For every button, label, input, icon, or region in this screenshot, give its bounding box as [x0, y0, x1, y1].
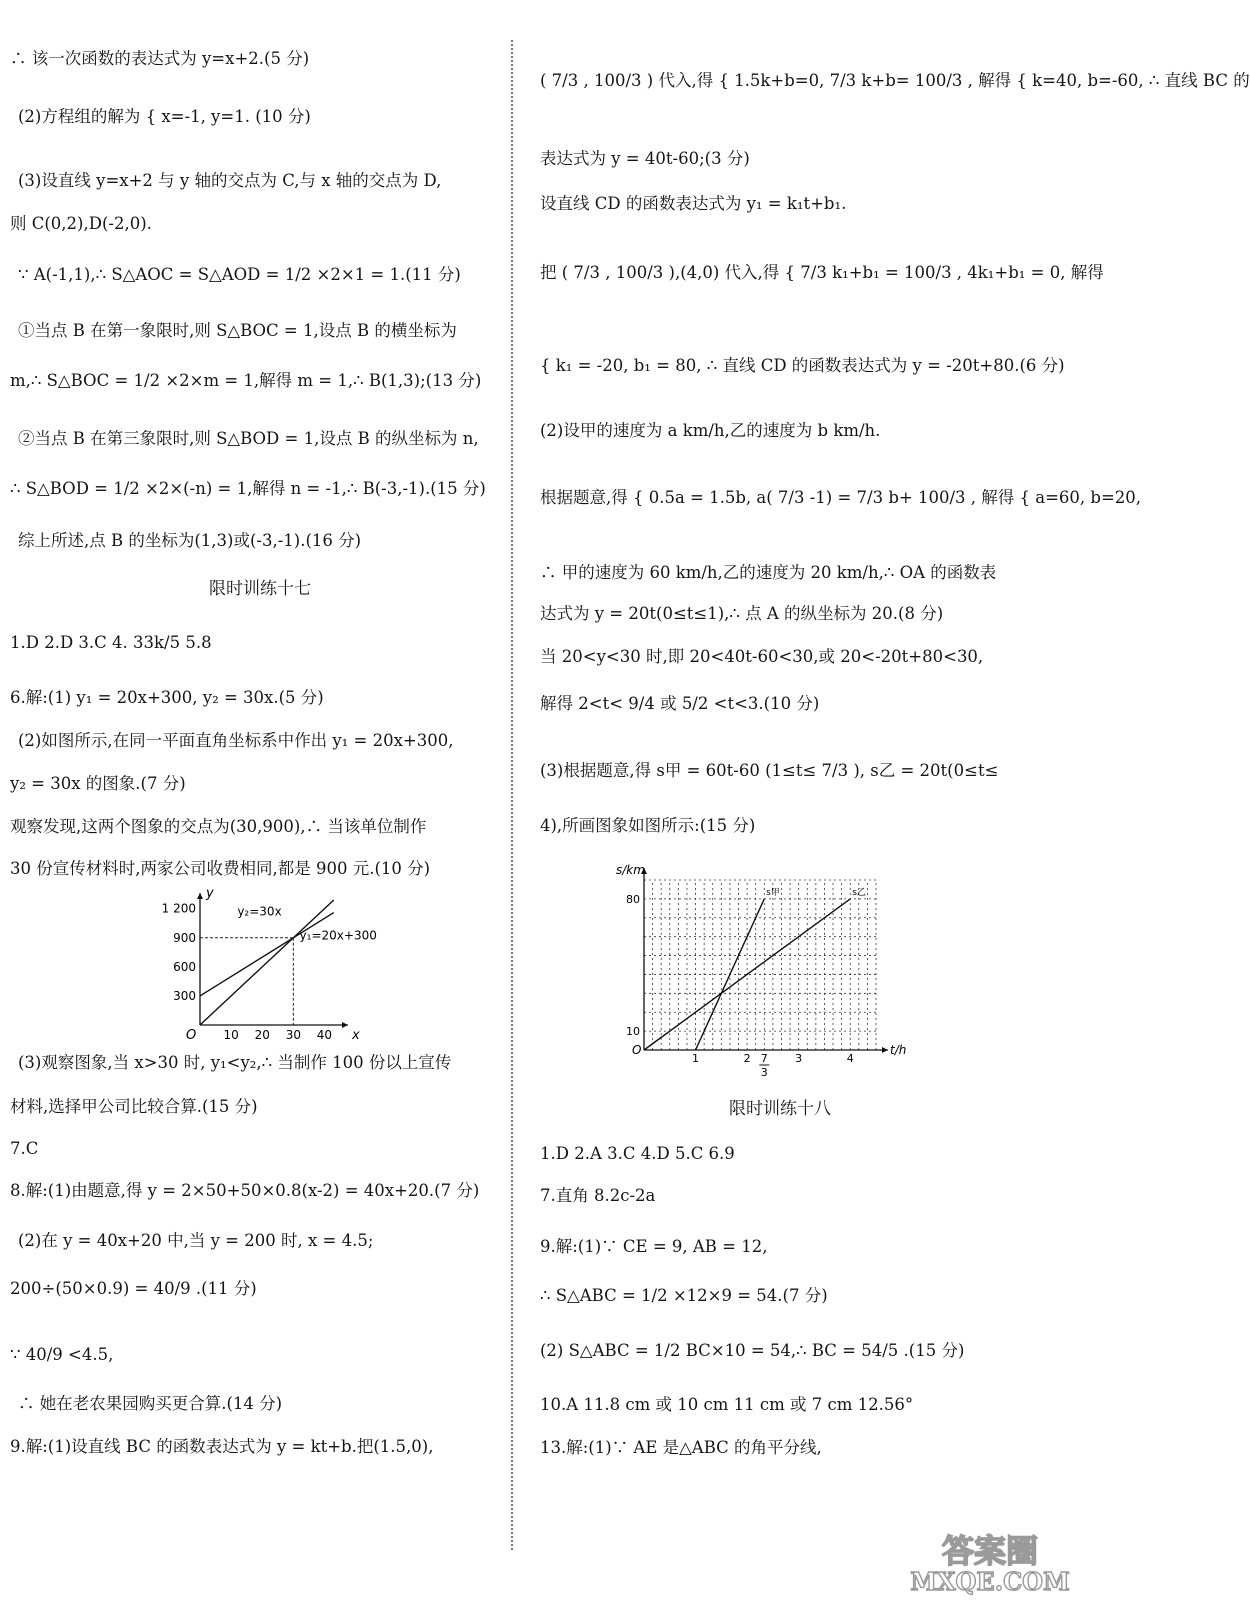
right-line-1: ( 7/3 , 100/3 ) 代入,得 { 1.5k+b=0, 7/3 k+b= 100/3 , 解得 { k=40, b=-60, ∴ 直线 BC 的 — [540, 71, 1250, 90]
left-line-16: 观察发现,这两个图象的交点为(30,900),∴ 当该单位制作 — [10, 817, 427, 836]
right-line-17: 9.解:(1)∵ CE = 9, AB = 12, — [540, 1237, 768, 1256]
watermark-logo-text: 答案圈 — [941, 1532, 1039, 1570]
figure1-lines — [200, 900, 334, 1025]
right-line-8: ∴ 甲的速度为 60 km/h,乙的速度为 20 km/h,∴ OA 的函数表 — [540, 563, 997, 582]
figure2-y-axis-label: s/km — [616, 863, 645, 877]
figure2-y-tick-label: 10 — [626, 1025, 640, 1039]
section-title-18: 限时训练十八 — [729, 1099, 831, 1119]
right-line-2: 表达式为 y = 40t-60;(3 分) — [540, 149, 750, 168]
figure2-x-tick-label: 2 — [743, 1052, 751, 1065]
figure1-line-label-y2: y₂=30x — [237, 904, 282, 919]
figure1-origin-label: O — [186, 1028, 197, 1043]
left-line-3: (3)设直线 y=x+2 与 y 轴的交点为 C,与 x 轴的交点为 D, — [18, 171, 442, 190]
figure1-y-tick-label: 600 — [173, 959, 196, 974]
figure1-x-tick-label: 30 — [285, 1028, 301, 1042]
figure2-x-tick-label: 1 — [692, 1052, 700, 1065]
figure2-x-tick-label: 3 — [760, 1066, 768, 1079]
right-line-4: 把 ( 7/3 , 100/3 ),(4,0) 代入,得 { 7/3 k₁+b₁ = 100/3 , 4k₁+b₁ = 0, 解得 — [540, 263, 1104, 282]
left-line-24: ∵ 40/9 <4.5, — [10, 1345, 114, 1364]
left-line-12: 1.D 2.D 3.C 4. 33k/5 5.8 — [10, 633, 212, 652]
section-title-17: 限时训练十七 — [209, 579, 311, 599]
figure2-x-arrow — [882, 1047, 888, 1053]
left-line-15: y₂ = 30x 的图象.(7 分) — [10, 774, 186, 793]
figure1-line-y2 — [200, 900, 334, 1025]
right-line-3: 设直线 CD 的函数表达式为 y₁ = k₁t+b₁. — [540, 194, 847, 213]
figure2-origin-label: O — [632, 1043, 642, 1057]
left-line-10: 综上所述,点 B 的坐标为(1,3)或(-3,-1).(16 分) — [18, 531, 362, 550]
figure1-x-axis-label: x — [352, 1028, 360, 1043]
figure1-y-tick-label: 900 — [173, 930, 196, 945]
figure1-x-tick-label: 20 — [254, 1028, 270, 1042]
watermark-site-text: MXQE.COM — [910, 1567, 1070, 1596]
left-line-17: 30 份宣传材料时,两家公司收费相同,都是 900 元.(10 分) — [10, 859, 431, 878]
figure2-x-tick-label: 7 — [760, 1052, 768, 1065]
right-line-18: ∴ S△ABC = 1/2 ×12×9 = 54.(7 分) — [540, 1286, 828, 1305]
right-line-7: 根据题意,得 { 0.5a = 1.5b, a( 7/3 -1) = 7/3 b+ 100/3 , 解得 { a=60, b=20, — [540, 488, 1142, 507]
right-line-12: (3)根据题意,得 s甲 = 60t-60 (1≤t≤ 7/3 ), s乙 = 20t(0≤t≤ — [540, 761, 999, 780]
figure1-y-axis-label: y — [206, 886, 214, 901]
left-line-26: 9.解:(1)设直线 BC 的函数表达式为 y = kt+b.把(1.5,0), — [10, 1437, 434, 1456]
left-line-2: (2)方程组的解为 { x=-1, y=1. (10 分) — [18, 107, 311, 126]
right-line-21: 13.解:(1)∵ AE 是△ABC 的角平分线, — [540, 1438, 822, 1457]
figure2-x-tick-label: 4 — [846, 1052, 854, 1065]
left-line-6: ①当点 B 在第一象限时,则 S△BOC = 1,设点 B 的横坐标为 — [18, 321, 457, 340]
figure2-x-axis-label: t/h — [890, 1043, 907, 1057]
left-line-7: m,∴ S△BOC = 1/2 ×2×m = 1,解得 m = 1,∴ B(1,3);(13 分) — [10, 371, 482, 390]
left-line-19: 材料,选择甲公司比较合算.(15 分) — [10, 1097, 258, 1116]
figure1-y-arrow — [197, 893, 203, 899]
right-line-10: 当 20<y<30 时,即 20<40t-60<30,或 20<-20t+80<30, — [540, 647, 984, 666]
right-line-20: 10.A 11.8 cm 或 10 cm 11 cm 或 7 cm 12.56° — [540, 1395, 914, 1414]
right-line-19: (2) S△ABC = 1/2 BC×10 = 54,∴ BC = 54/5 .(15 分) — [540, 1341, 965, 1360]
left-line-22: (2)在 y = 40x+20 中,当 y = 200 时, x = 4.5; — [18, 1231, 374, 1250]
left-line-4: 则 C(0,2),D(-2,0). — [10, 214, 152, 233]
column-divider — [511, 40, 513, 1550]
left-line-18: (3)观察图象,当 x>30 时, y₁<y₂,∴ 当制作 100 份以上宣传 — [18, 1053, 452, 1072]
left-line-20: 7.C — [10, 1139, 39, 1158]
right-line-6: (2)设甲的速度为 a km/h,乙的速度为 b km/h. — [540, 421, 881, 440]
figure1-y-tick-label: 1 200 — [161, 901, 196, 916]
right-line-5: { k₁ = -20, b₁ = 80, ∴ 直线 CD 的函数表达式为 y = -20t+80.(6 分) — [540, 356, 1065, 375]
left-line-1: ∴ 该一次函数的表达式为 y=x+2.(5 分) — [10, 49, 310, 68]
right-line-16: 7.直角 8.2c-2a — [540, 1186, 656, 1205]
left-line-21: 8.解:(1)由题意,得 y = 2×50+50×0.8(x-2) = 40x+20.(7 分) — [10, 1181, 480, 1200]
left-line-8: ②当点 B 在第三象限时,则 S△BOD = 1,设点 B 的纵坐标为 n, — [18, 429, 479, 448]
figure1-line-label-y1: y₁=20x+300 — [299, 928, 377, 943]
figure2-x-tick-label: 3 — [795, 1052, 803, 1065]
right-line-15: 1.D 2.A 3.C 4.D 5.C 6.9 — [540, 1144, 735, 1163]
right-line-9: 达式为 y = 20t(0≤t≤1),∴ 点 A 的纵坐标为 20.(8 分) — [540, 604, 944, 623]
right-line-11: 解得 2<t< 9/4 或 5/2 <t<3.(10 分) — [540, 694, 820, 713]
left-line-9: ∴ S△BOD = 1/2 ×2×(-n) = 1,解得 n = -1,∴ B(-3,-1).(15 分) — [10, 479, 486, 498]
figure1-x-tick-label: 40 — [316, 1028, 333, 1042]
left-line-25: ∴ 她在老农果园购买更合算.(14 分) — [18, 1394, 283, 1413]
left-line-5: ∵ A(-1,1),∴ S△AOC = S△AOD = 1/2 ×2×1 = 1.(11 分) — [18, 265, 461, 284]
figure1-y-tick-label: 300 — [173, 988, 196, 1003]
figure1-chart — [160, 885, 377, 1043]
figure1-x-arrow — [342, 1022, 348, 1028]
figure1-x-tick-label: 10 — [223, 1028, 239, 1042]
left-line-14: (2)如图所示,在同一平面直角坐标系中作出 y₁ = 20x+300, — [18, 731, 454, 750]
left-line-23: 200÷(50×0.9) = 40/9 .(11 分) — [10, 1279, 257, 1298]
figure2-y-tick-label: 80 — [626, 892, 640, 906]
figure2-line-label-s-yi: s乙 — [852, 888, 866, 899]
left-line-13: 6.解:(1) y₁ = 20x+300, y₂ = 30x.(5 分) — [10, 688, 324, 707]
figure2-chart — [612, 855, 912, 1080]
figure1-line-y1 — [200, 913, 334, 996]
figure1-ticks — [162, 902, 332, 1042]
watermark-logo — [905, 1528, 1075, 1594]
right-line-13: 4),所画图象如图所示:(15 分) — [540, 816, 756, 835]
figure2-line-label-s-jia: s甲 — [766, 888, 780, 899]
